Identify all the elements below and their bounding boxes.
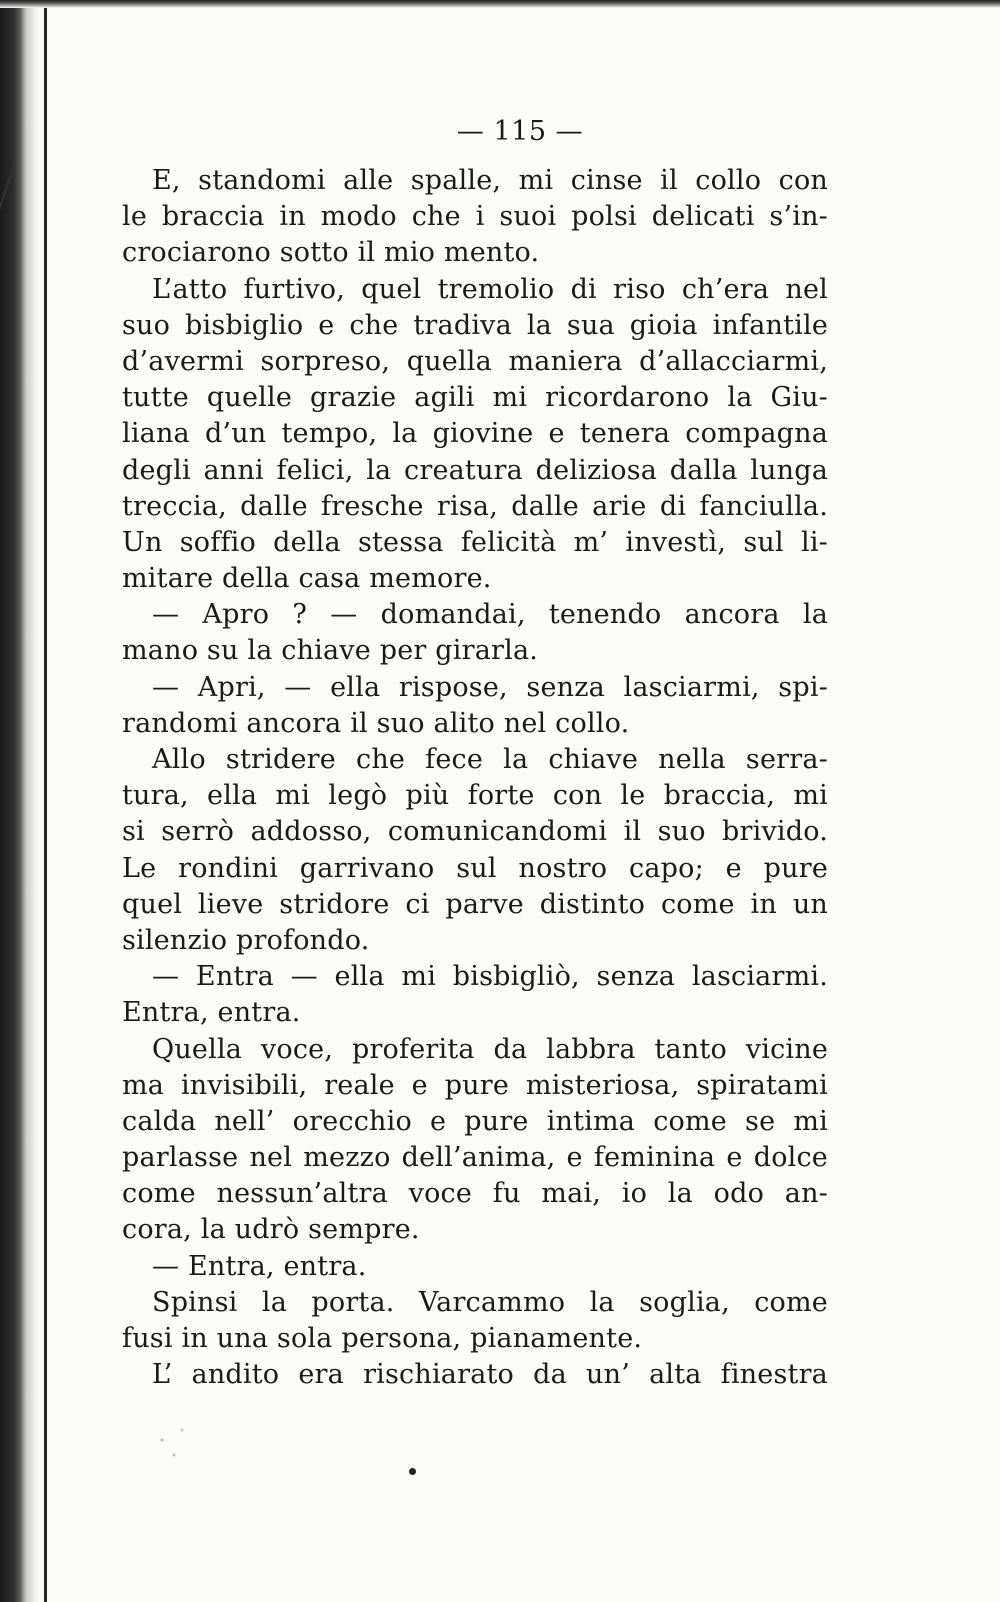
text-line: suo bisbiglio e che tradiva la sua gioia infantile: [122, 309, 828, 341]
text-line: parlasse nel mezzo dell’anima, e feminina e dolce: [122, 1142, 828, 1174]
text-line: silenzio profondo.: [122, 924, 370, 956]
text-line: d’avermi sorpreso, quella maniera d’allacciarmi,: [122, 345, 828, 377]
text-line: tura, ella mi legò più forte con le braccia, mi: [122, 780, 828, 812]
ink-dot: [409, 1468, 416, 1475]
binding-edge-line: [44, 0, 47, 1602]
text-line: mano su la chiave per girarla.: [122, 635, 539, 667]
text-line: — Apri, — ella rispose, senza lasciarmi, spi-: [152, 671, 828, 703]
text-line: le braccia in modo che i suoi polsi delicati s’in-: [122, 201, 828, 233]
text-line: randomi ancora il suo alito nel collo.: [122, 707, 630, 739]
text-line: treccia, dalle fresche risa, dalle arie di fanciulla.: [122, 490, 828, 522]
text-line: E, standomi alle spalle, mi cinse il collo con: [152, 165, 828, 196]
text-line: mitare della casa memore.: [122, 563, 492, 595]
text-line: Entra, entra.: [122, 997, 301, 1029]
text-line: tutte quelle grazie agili mi ricordarono la Giu-: [122, 382, 828, 414]
text-line: L’ andito era rischiarato da un’ alta finestra: [152, 1359, 828, 1391]
text-line: quel lieve stridore ci parve distinto come in un: [122, 888, 828, 920]
text-line: Spinsi la porta. Varcammo la soglia, come: [152, 1286, 828, 1318]
book-binding-shadow: [0, 0, 40, 1602]
text-line: cora, la udrò sempre.: [122, 1214, 420, 1246]
text-line: degli anni felici, la creatura deliziosa dalla lunga: [122, 454, 828, 486]
text-line: Un soffio della stessa felicità m’ investì, sul li-: [122, 526, 828, 558]
text-line: Quella voce, proferita da labbra tanto vicine: [152, 1033, 828, 1065]
text-line: come nessun’altra voce fu mai, io la odo an-: [122, 1178, 828, 1210]
paper-specks: [150, 1420, 190, 1470]
text-line: — Entra — ella mi bisbigliò, senza lasciarmi.: [152, 961, 828, 993]
text-line: — Apro ? — domandai, tenendo ancora la: [152, 599, 828, 631]
text-line: liana d’un tempo, la giovine e tenera compagna: [122, 418, 828, 450]
top-page-edge: [0, 0, 1000, 8]
text-line: Allo stridere che fece la chiave nella serra-: [152, 744, 828, 775]
text-line: ma invisibili, reale e pure misteriosa, spiratami: [122, 1069, 828, 1101]
page-number: — 115 —: [456, 116, 584, 147]
text-line: si serrò addosso, comunicandomi il suo brivido.: [122, 816, 828, 848]
text-line: crociarono sotto il mio mento.: [122, 237, 540, 269]
body-text: [122, 163, 828, 1393]
text-line: Le rondini garrivano sul nostro capo; e pure: [122, 852, 828, 884]
text-line: — Entra, entra.: [152, 1250, 367, 1282]
text-line: L’atto furtivo, quel tremolio di riso ch’era nel: [152, 273, 828, 305]
text-line: calda nell’ orecchio e pure intima come se mi: [122, 1105, 828, 1137]
text-line: fusi in una sola persona, pianamente.: [122, 1323, 643, 1354]
